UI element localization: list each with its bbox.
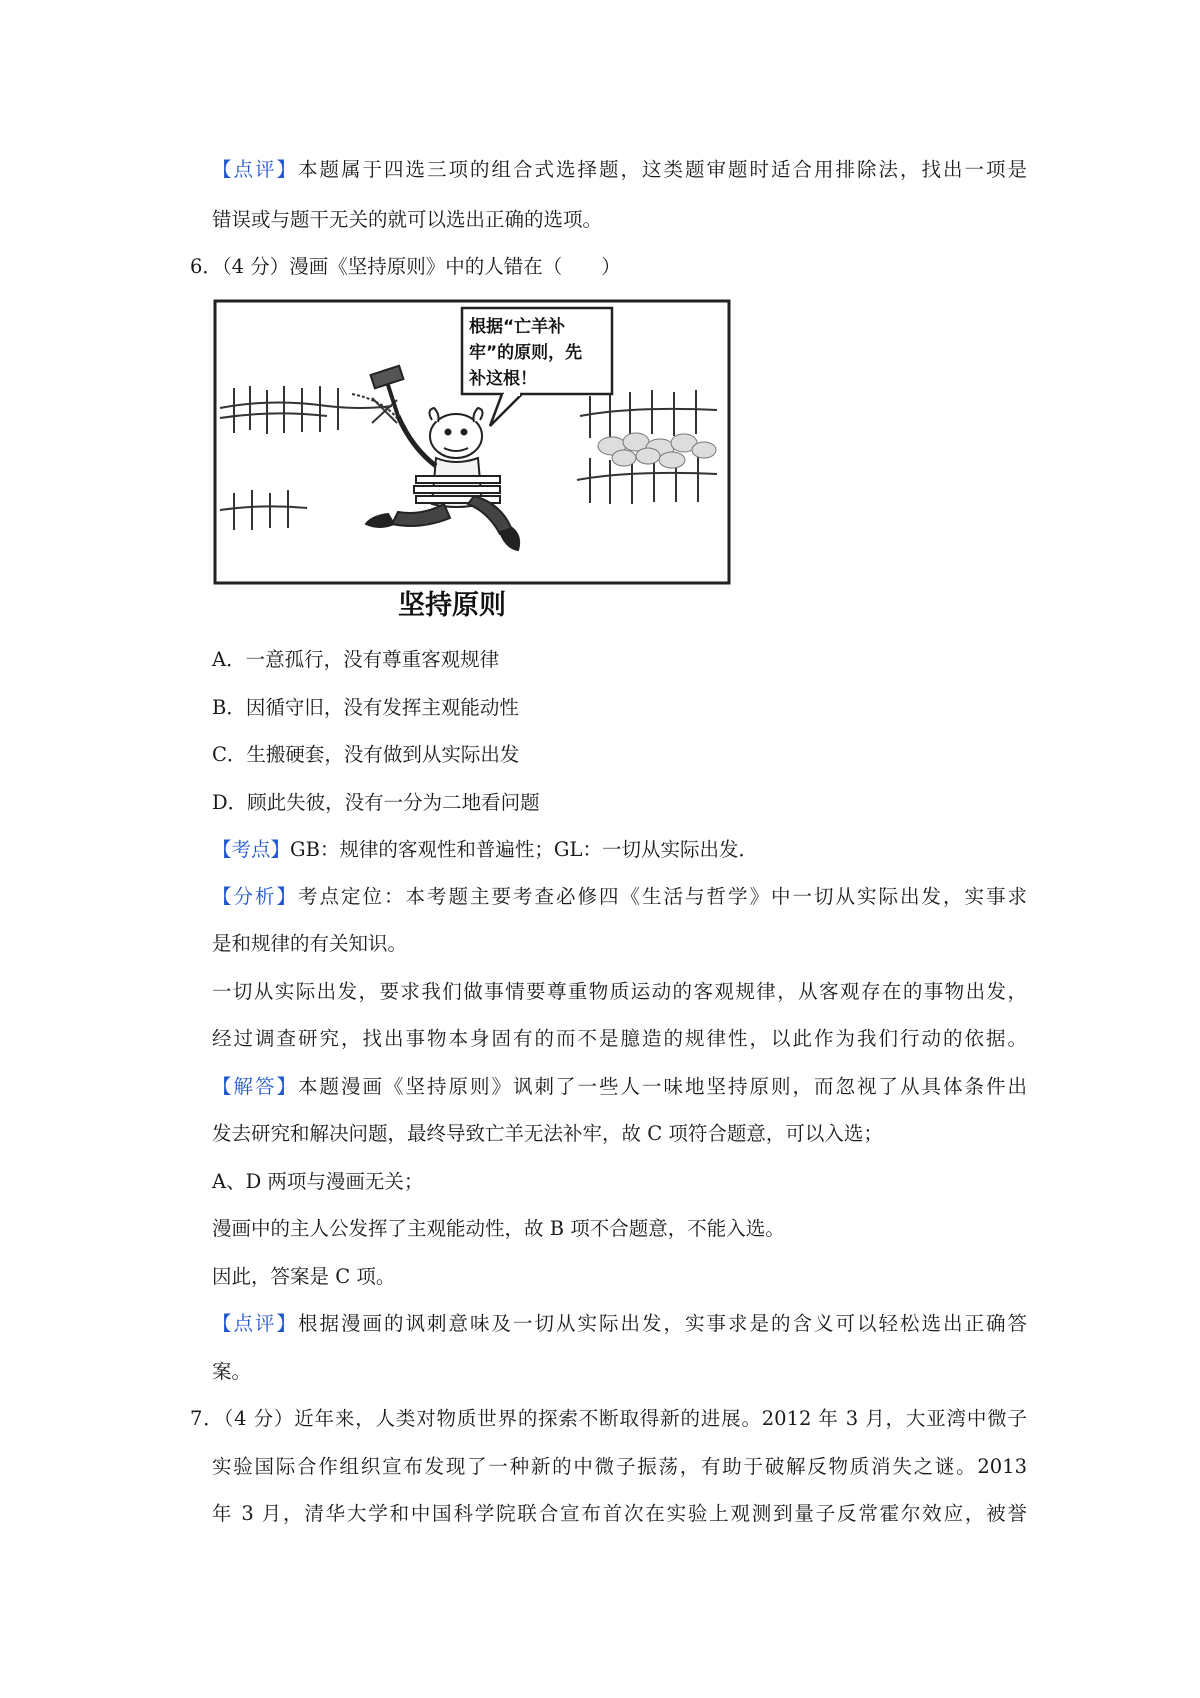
q5-review-line-1: 【点评】本题属于四选三项的组合式选择题，这类题审题时适合用排除法，找出一项是 <box>212 158 1027 181</box>
cartoon-caption: 坚持原则 <box>398 590 506 621</box>
speech-line-1: 根据“亡羊补 <box>469 317 566 337</box>
review-tag: 【点评】 <box>212 158 298 181</box>
jieda-tag: 【解答】 <box>212 1075 298 1098</box>
q5-review-line-2: 错误或与题干无关的就可以选出正确的选项。 <box>212 208 603 231</box>
option-d: D．顾此失彼，没有一分为二地看问题 <box>212 791 540 814</box>
cartoon-image <box>212 298 732 622</box>
option-a: A．一意孤行，没有尊重客观规律 <box>212 648 500 671</box>
fenxi-line-1: 【分析】考点定位：本考题主要考查必修四《生活与哲学》中一切从实际出发，实事求 <box>212 885 1027 908</box>
kaodian-line: 【考点】GB：规律的客观性和普遍性；GL：一切从实际出发． <box>212 838 758 861</box>
jieda-line-3: A、D 两项与漫画无关； <box>212 1170 424 1193</box>
q6-stem: 6．（4 分）漫画《坚持原则》中的人错在（ ） <box>190 255 621 278</box>
q7-line-2: 实验国际合作组织宣布发现了一种新的中微子振荡，有助于破解反物质消失之谜。2013 <box>212 1455 1027 1478</box>
option-c: C．生搬硬套，没有做到从实际出发 <box>212 743 520 766</box>
speech-line-2: 牢”的原则，先 <box>469 343 583 363</box>
dianping-tag: 【点评】 <box>212 1312 298 1335</box>
dianping-line-1: 【点评】根据漫画的讽刺意味及一切从实际出发，实事求是的含义可以轻松选出正确答 <box>212 1312 1027 1335</box>
jieda-line-5: 因此，答案是 C 项。 <box>212 1265 396 1288</box>
fenxi-line-3: 一切从实际出发，要求我们做事情要尊重物质运动的客观规律，从客观存在的事物出发， <box>212 980 1027 1003</box>
fenxi-line-4: 经过调查研究，找出事物本身固有的而不是臆造的规律性，以此作为我们行动的依据。 <box>212 1027 1027 1050</box>
option-b: B．因循守旧，没有发挥主观能动性 <box>212 696 519 719</box>
kaodian-tag: 【考点】 <box>212 838 291 861</box>
jieda-line-1: 【解答】本题漫画《坚持原则》讽刺了一些人一味地坚持原则，而忽视了从具体条件出 <box>212 1075 1027 1098</box>
q7-line-1: 7．（4 分）近年来，人类对物质世界的探索不断取得新的进展。2012 年 3 月，大亚湾中微子 <box>190 1407 1027 1430</box>
jieda-line-4: 漫画中的主人公发挥了主观能动性，故 B 项不合题意，不能入选。 <box>212 1217 785 1240</box>
fenxi-tag: 【分析】 <box>212 885 298 908</box>
q7-line-3: 年 3 月，清华大学和中国科学院联合宣布首次在实验上观测到量子反常霍尔效应，被誉 <box>212 1502 1027 1525</box>
jieda-line-2: 发去研究和解决问题，最终导致亡羊无法补牢，故 C 项符合题意，可以入选； <box>212 1122 883 1145</box>
speech-line-3: 补这根！ <box>469 369 537 389</box>
dianping-line-2: 案。 <box>212 1360 252 1383</box>
fenxi-line-2: 是和规律的有关知识。 <box>212 932 408 955</box>
